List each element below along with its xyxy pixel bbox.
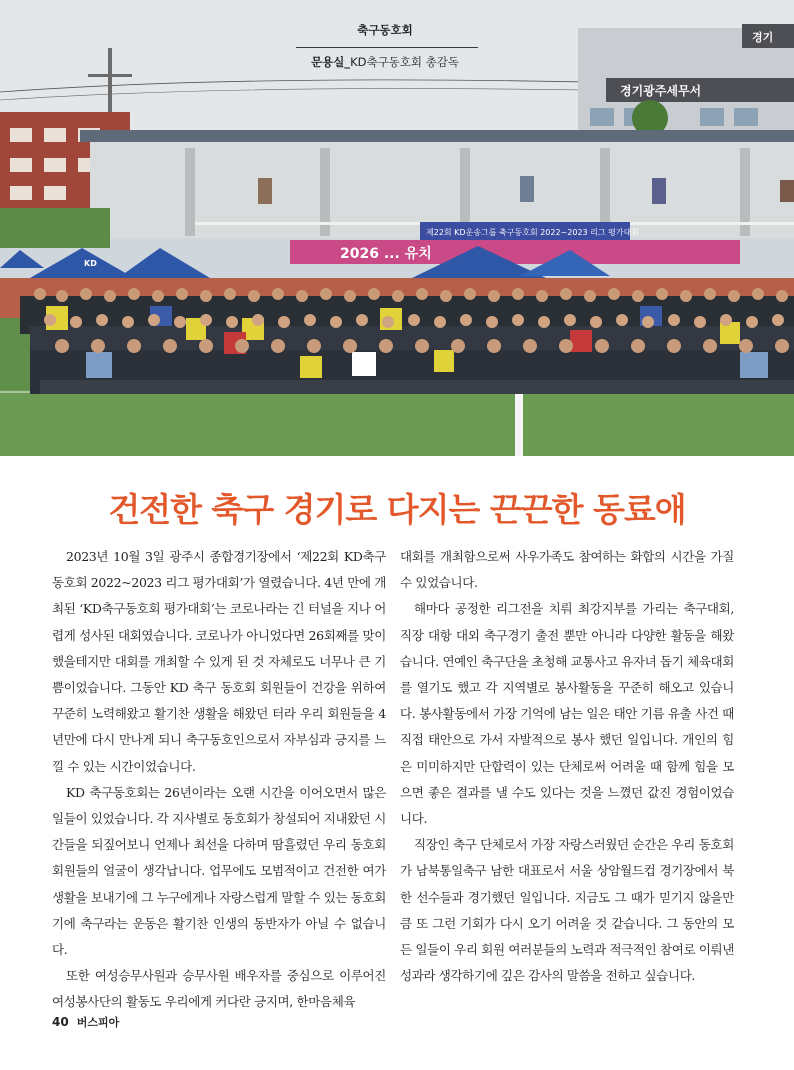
- author-name: 문용실_: [310, 55, 351, 69]
- banner-main-text: 2026 ... 유치: [340, 246, 432, 262]
- banner-top-text: 제22회 KD운송그룹 축구동호회 2022~2023 리그 평가대회: [426, 228, 640, 237]
- page-footer: [52, 1014, 119, 1030]
- magazine-name: 버스피아: [76, 1016, 120, 1029]
- right-paragraph-1: 대회를 개최함으로써 사우가족도 참여하는 화합의 시간을 가질 수 있었습니다.: [400, 549, 734, 591]
- author-line: [290, 54, 480, 70]
- group-photo: [0, 0, 794, 456]
- left-column: [52, 544, 386, 1016]
- corner-sign: 경기: [752, 31, 774, 44]
- right-paragraph-3: 직장인 축구 단체로서 가장 자랑스러웠던 순간은 우리 동호회가 남북통일축구 남한 대표로서 서울 상암월드컵 경기장에서 북한 선수들과 경기했던 일입니다. 지금도 그 때가 믿기지 않을만큼 또 그런 기회가 다시 오기 어려울 것 같습니다. 그 동안의 모든 일들이 우리 회원 여러분들의 노력과 적극적인 참여로 이뤄낸 성과라 생각하기에 깊은 감사의 말씀을 전하고 싶습니다.: [400, 837, 734, 984]
- left-paragraph-2: KD 축구동호회는 26년이라는 오랜 시간을 이어오면서 많은 일들이 있었습니다. 각 지사별로 동호회가 창설되어 지내왔던 시간들을 되짚어보니 언제나 최선을 다하며 땀흘렸던 우리 동호회 회원들의 얼굴이 생각납니다. 업무에도 모범적이고 건전한 여가생활을 보내기에 그 누구에게나 자랑스럽게 말할 수 있는 동호회기에 축구라는 운동은 활기찬 인생의 동반자가 아닐 수 없습니다.: [52, 784, 386, 958]
- section-divider: [296, 47, 478, 48]
- section-label: 축구동호회: [357, 23, 413, 37]
- page-number: 40: [52, 1015, 69, 1029]
- left-paragraph-3: 또한 여성승무사원과 승무사원 배우자를 중심으로 이루어진 여성봉사단의 활동도 우리에게 커다란 긍지며, 한마음체육: [52, 968, 386, 1010]
- left-paragraph-1: 2023년 10월 3일 광주시 종합경기장에서 ‘제22회 KD축구동호회 2022~2023 리그 평가대회’가 열렸습니다. 4년 만에 개최된 ‘KD축구동호회 평가대회’는 코로나라는 긴 터널을 지나 어렵게 성사된 대회였습니다. 코로나가 아니었다면 26회째를 맞이했을테지만 대회를 개최할 수 있게 된 것 자체로도 너무나 큰 기쁨이었습니다. 그동안 KD 축구 동호회 회원들이 건강을 위하여 꾸준히 노력해왔고 활기찬 생활을 해왔던 터라 우리 회원들을 4년만에 다시 만나게 되니 축구동호인으로서 자부심과 긍지를 느낄 수 있는 시간이었습니다.: [52, 549, 386, 774]
- author-title: KD축구동호회 총감독: [350, 55, 459, 69]
- right-paragraph-2: 해마다 공정한 리그전을 치뤄 최강지부를 가리는 축구대회, 직장 대항 대외 축구경기 출전 뿐만 아니라 다양한 활동을 해왔습니다. 연예인 축구단을 초청해 교통사고 유자녀 돕기 체육대회를 열기도 했고 각 지역별로 봉사활동을 꾸준히 해오고 있습니다. 봉사활동에서 가장 기억에 남는 일은 태안 기름 유출 사건 때 직접 태안으로 가서 자발적으로 봉사 했던 일입니다. 개인의 힘은 미미하지만 단합력이 있는 단체로써 어려울 때 함께 힘을 모으면 좋은 결과를 낼 수도 있다는 것을 느꼈던 값진 경험이었습니다.: [400, 601, 734, 827]
- building-sign: 경기광주세무서: [620, 84, 702, 98]
- right-column: [400, 544, 734, 989]
- article-headline: 건전한 축구 경기로 다지는 끈끈한 동료애: [108, 490, 686, 529]
- tent-label: KD: [84, 259, 97, 268]
